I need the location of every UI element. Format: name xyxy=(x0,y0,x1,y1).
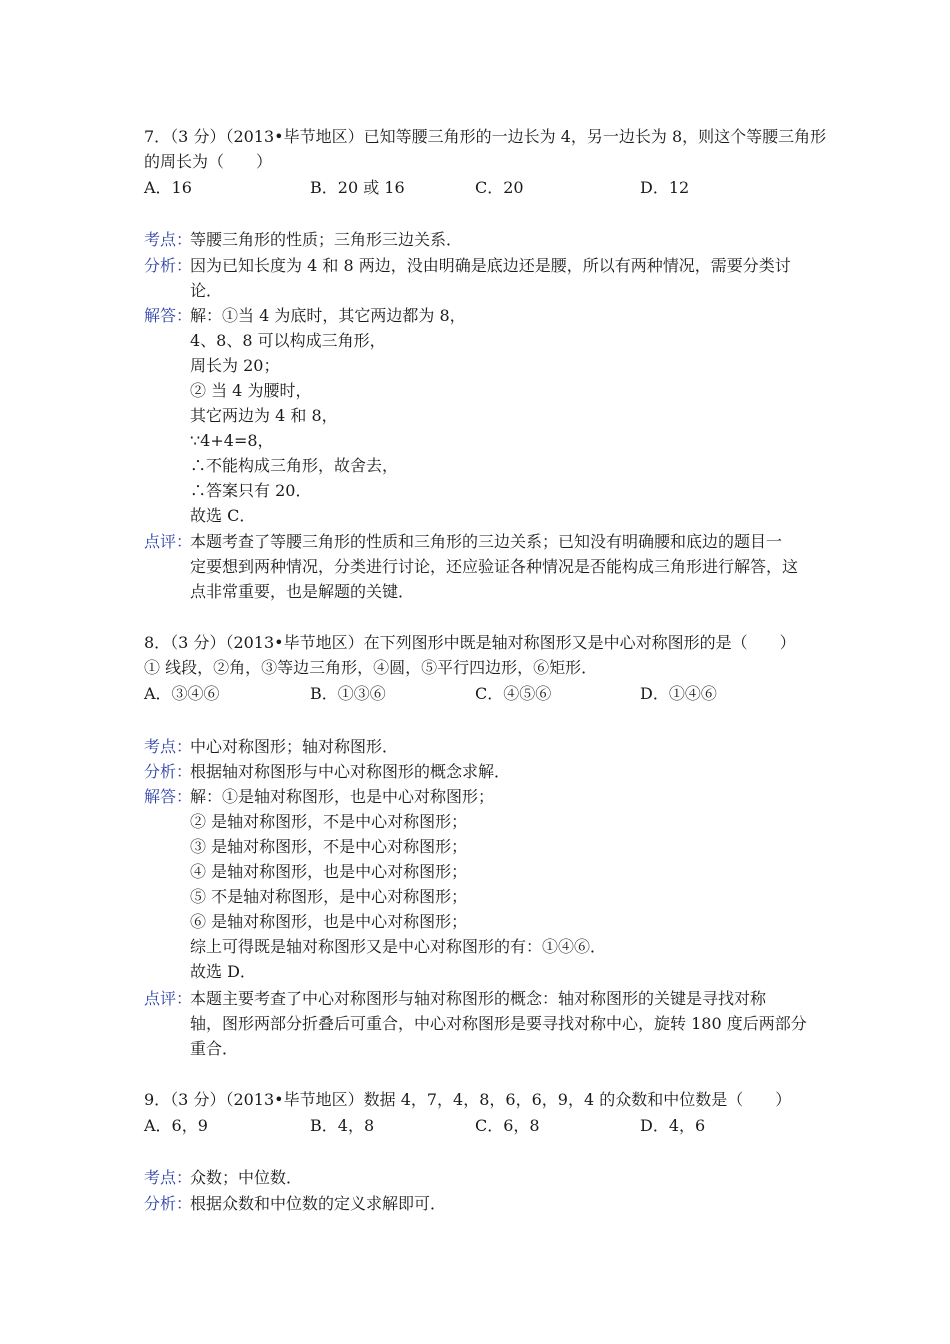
q8-jieda-label: 解答： xyxy=(144,787,193,806)
q8-kaodian-text: 中心对称图形；轴对称图形． xyxy=(190,737,399,756)
q7-jieda-line: 周长为 20； xyxy=(190,356,280,375)
q7-option-d: D．12 xyxy=(640,178,690,197)
q9-kaodian-label: 考点： xyxy=(144,1168,193,1187)
q7-dianping-line: 定要想到两种情况，分类进行讨论，还应验证各种情况是否能构成三角形进行解答，这 xyxy=(190,557,799,576)
q7-jieda-label: 解答： xyxy=(144,306,193,325)
q8-fenxi-label: 分析： xyxy=(144,762,193,781)
q9-kaodian-text: 众数；中位数． xyxy=(190,1168,303,1187)
q7-dianping-line: 本题考查了等腰三角形的性质和三角形的三边关系；已知没有明确腰和底边的题目一 xyxy=(190,532,783,551)
q7-dianping-label: 点评： xyxy=(144,532,193,551)
q8-jieda-line: ⑤ 不是轴对称图形，是中心对称图形； xyxy=(190,887,468,906)
q7-jieda-line: ∴答案只有 20． xyxy=(190,481,312,500)
q7-kaodian-text: 等腰三角形的性质；三角形三边关系． xyxy=(190,230,463,249)
q7-dianping-line: 点非常重要，也是解题的关键． xyxy=(190,582,415,601)
q7-stem-line-1: 7．（3 分）（2013•毕节地区）已知等腰三角形的一边长为 4，另一边长为 8，则这个等腰三角形 xyxy=(144,127,827,146)
q8-jieda-line: ④ 是轴对称图形，也是中心对称图形； xyxy=(190,862,468,881)
q8-jieda-line: ③ 是轴对称图形，不是中心对称图形； xyxy=(190,837,468,856)
q9-stem-line-1: 9．（3 分）（2013•毕节地区）数据 4，7，4，8，6，6，9，4 的众数和中位数是（ ） xyxy=(144,1090,792,1109)
q8-jieda-line: ⑥ 是轴对称图形，也是中心对称图形； xyxy=(190,912,468,931)
q8-option-a: A．③④⑥ xyxy=(144,684,220,703)
q7-option-a: A．16 xyxy=(144,178,192,197)
q7-option-b: B．20 或 16 xyxy=(310,178,405,197)
q7-jieda-line: 故选 C． xyxy=(190,506,256,525)
q7-option-c: C．20 xyxy=(475,178,524,197)
q8-jieda-line: 故选 D． xyxy=(190,962,256,981)
q8-option-b: B．①③⑥ xyxy=(310,684,386,703)
q7-jieda-line: ② 当 4 为腰时， xyxy=(190,381,312,400)
q7-fenxi-line: 论． xyxy=(190,281,223,300)
q8-jieda-line: 综上可得既是轴对称图形又是中心对称图形的有：①④⑥． xyxy=(190,937,607,956)
q9-option-c: C．6，8 xyxy=(475,1116,540,1135)
q7-jieda-line: ∵4+4=8， xyxy=(190,431,274,450)
q9-fenxi-label: 分析： xyxy=(144,1194,193,1213)
q7-kaodian-label: 考点： xyxy=(144,230,193,249)
q8-jieda-line: 解：①是轴对称图形，也是中心对称图形； xyxy=(190,787,495,806)
q7-jieda-line: 4、8、8 可以构成三角形， xyxy=(190,331,386,350)
q9-option-b: B．4，8 xyxy=(310,1116,375,1135)
q8-dianping-line: 轴，图形两部分折叠后可重合，中心对称图形是要寻找对称中心，旋转 180 度后两部分 xyxy=(190,1014,807,1033)
q9-option-d: D．4，6 xyxy=(640,1116,706,1135)
q7-fenxi-line: 因为已知长度为 4 和 8 两边，没由明确是底边还是腰，所以有两种情况，需要分类讨 xyxy=(190,256,791,275)
q7-jieda-line: 其它两边为 4 和 8， xyxy=(190,406,338,425)
q8-jieda-line: ② 是轴对称图形，不是中心对称图形； xyxy=(190,812,468,831)
q7-jieda-line: 解：①当 4 为底时，其它两边都为 8， xyxy=(190,306,466,325)
q8-dianping-line: 本题主要考查了中心对称图形与轴对称图形的概念：轴对称图形的关键是寻找对称 xyxy=(190,989,767,1008)
q8-kaodian-label: 考点： xyxy=(144,737,193,756)
q8-option-d: D．①④⑥ xyxy=(640,684,717,703)
q7-stem-line-2: 的周长为（ ） xyxy=(144,152,273,171)
q8-dianping-line: 重合． xyxy=(190,1039,239,1058)
q9-fenxi-line: 根据众数和中位数的定义求解即可． xyxy=(190,1194,447,1213)
q8-fenxi-line: 根据轴对称图形与中心对称图形的概念求解． xyxy=(190,762,511,781)
q7-fenxi-label: 分析： xyxy=(144,256,193,275)
q8-stem-line-2: ① 线段，②角，③等边三角形，④圆，⑤平行四边形，⑥矩形． xyxy=(144,658,598,677)
q7-jieda-line: ∴不能构成三角形，故舍去， xyxy=(190,456,399,475)
q8-dianping-label: 点评： xyxy=(144,989,193,1008)
q9-option-a: A．6，9 xyxy=(144,1116,208,1135)
q8-stem-line-1: 8．（3 分）（2013•毕节地区）在下列图形中既是轴对称图形又是中心对称图形的是（ ） xyxy=(144,633,796,652)
q8-option-c: C．④⑤⑥ xyxy=(475,684,552,703)
